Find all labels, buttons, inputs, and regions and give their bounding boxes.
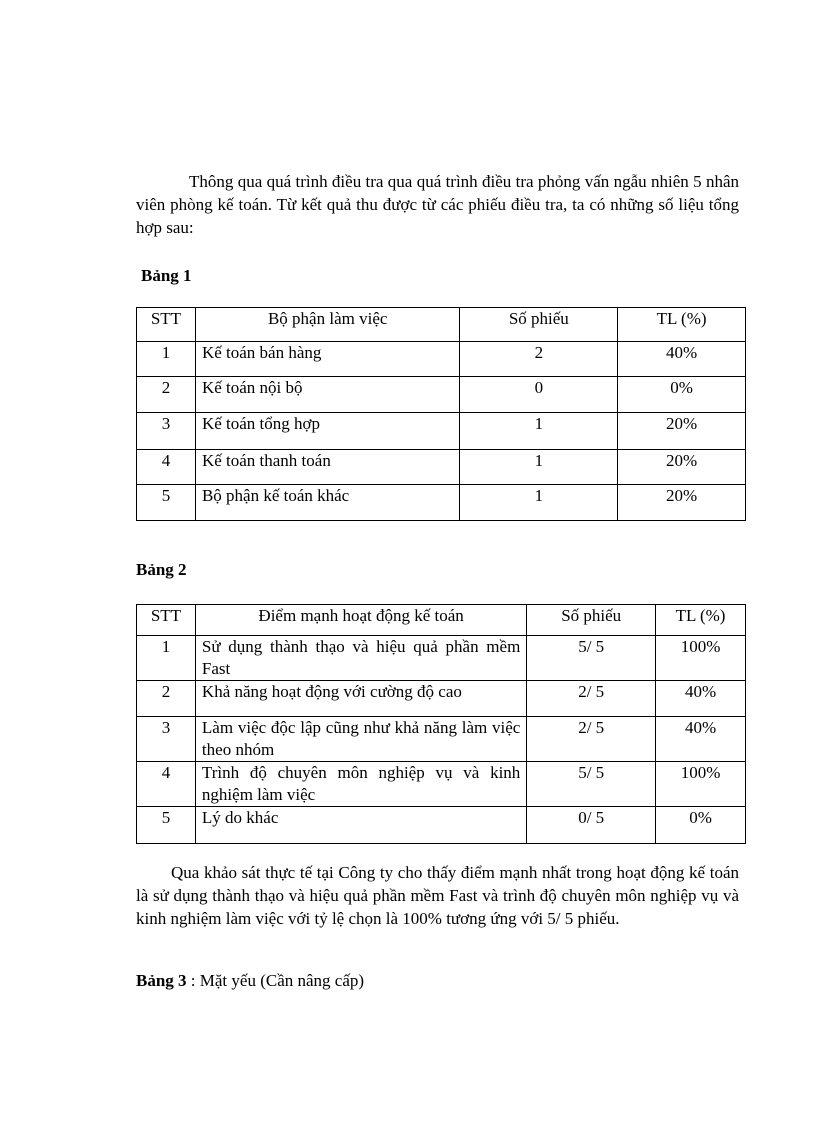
table-row bbox=[137, 762, 746, 807]
table-cell: 2 bbox=[137, 681, 196, 717]
table-cell: 1 bbox=[460, 450, 618, 485]
table3-heading bbox=[136, 971, 364, 991]
table-cell: 2 bbox=[460, 342, 618, 377]
table-cell: 4 bbox=[137, 762, 196, 807]
table2-header-row bbox=[137, 605, 746, 636]
table-cell: Sử dụng thành thạo và hiệu quả phần mềm Fast bbox=[195, 636, 526, 681]
table2-header-ratio: TL (%) bbox=[656, 605, 746, 636]
table-cell: 40% bbox=[656, 681, 746, 717]
table-cell: Kế toán thanh toán bbox=[195, 450, 460, 485]
table-cell: Làm việc độc lập cũng như khả năng làm việc theo nhóm bbox=[195, 717, 526, 762]
table-row bbox=[137, 342, 746, 377]
table1 bbox=[136, 307, 746, 521]
table1-title: Bảng 1 bbox=[141, 266, 192, 285]
table1-header-stt: STT bbox=[137, 308, 196, 342]
table1-header-department: Bộ phận làm việc bbox=[195, 308, 460, 342]
table-cell: 5/ 5 bbox=[527, 762, 656, 807]
table-cell: 2 bbox=[137, 377, 196, 413]
table-cell: 1 bbox=[460, 485, 618, 521]
table-row bbox=[137, 807, 746, 844]
table-cell: 3 bbox=[137, 717, 196, 762]
table-cell: 4 bbox=[137, 450, 196, 485]
table-cell: 0% bbox=[656, 807, 746, 844]
table-cell: Lý do khác bbox=[195, 807, 526, 844]
table-cell: 0 bbox=[460, 377, 618, 413]
table-cell: 100% bbox=[656, 762, 746, 807]
table-cell: 20% bbox=[618, 413, 746, 450]
table-row bbox=[137, 485, 746, 521]
table1-header-votes: Số phiếu bbox=[460, 308, 618, 342]
table3-title: Bảng 3 bbox=[136, 971, 187, 990]
table-row bbox=[137, 681, 746, 717]
table-cell: 3 bbox=[137, 413, 196, 450]
table-cell: Kế toán nội bộ bbox=[195, 377, 460, 413]
table-cell: Bộ phận kế toán khác bbox=[195, 485, 460, 521]
table-cell: 5/ 5 bbox=[527, 636, 656, 681]
table-cell: 40% bbox=[618, 342, 746, 377]
table-row bbox=[137, 717, 746, 762]
table-cell: 5 bbox=[137, 807, 196, 844]
table3-caption: : Mặt yếu (Cần nâng cấp) bbox=[186, 971, 365, 990]
table-row bbox=[137, 377, 746, 413]
table-row bbox=[137, 450, 746, 485]
table-cell: 5 bbox=[137, 485, 196, 521]
table-cell: 40% bbox=[656, 717, 746, 762]
table-cell: Kế toán tổng hợp bbox=[195, 413, 460, 450]
conclusion-paragraph: Qua khảo sát thực tế tại Công ty cho thấy điểm mạnh nhất trong hoạt động kế toán là sử dụng thành thạo và hiệu quả phần mềm Fast và trình độ chuyên môn nghiệp vụ và kinh nghiệm làm việc với tỷ lệ chọn là 100% tương ứng với 5/ 5 phiếu. bbox=[136, 863, 739, 928]
intro-paragraph: Thông qua quá trình điều tra qua quá trình điều tra phỏng vấn ngẫu nhiên 5 nhân viên phòng kế toán. Từ kết quả thu được từ các phiếu điều tra, ta có những số liệu tổng hợp sau: bbox=[136, 172, 739, 237]
table-cell: 100% bbox=[656, 636, 746, 681]
table2-header-stt: STT bbox=[137, 605, 196, 636]
table-cell: 1 bbox=[137, 342, 196, 377]
table2 bbox=[136, 604, 746, 844]
table-cell: 1 bbox=[460, 413, 618, 450]
table-cell: 20% bbox=[618, 485, 746, 521]
table-cell: Khả năng hoạt động với cường độ cao bbox=[195, 681, 526, 717]
table2-header-votes: Số phiếu bbox=[527, 605, 656, 636]
table1-header-row bbox=[137, 308, 746, 342]
table2-header-strength: Điểm mạnh hoạt động kế toán bbox=[195, 605, 526, 636]
table-row bbox=[137, 413, 746, 450]
table-cell: 0% bbox=[618, 377, 746, 413]
table-cell: 2/ 5 bbox=[527, 717, 656, 762]
table2-title: Bảng 2 bbox=[136, 560, 187, 579]
table-row bbox=[137, 636, 746, 681]
table-cell: 1 bbox=[137, 636, 196, 681]
table-cell: 0/ 5 bbox=[527, 807, 656, 844]
table1-header-ratio: TL (%) bbox=[618, 308, 746, 342]
table-cell: Trình độ chuyên môn nghiệp vụ và kinh nghiệm làm việc bbox=[195, 762, 526, 807]
table-cell: 20% bbox=[618, 450, 746, 485]
table-cell: Kế toán bán hàng bbox=[195, 342, 460, 377]
table-cell: 2/ 5 bbox=[527, 681, 656, 717]
